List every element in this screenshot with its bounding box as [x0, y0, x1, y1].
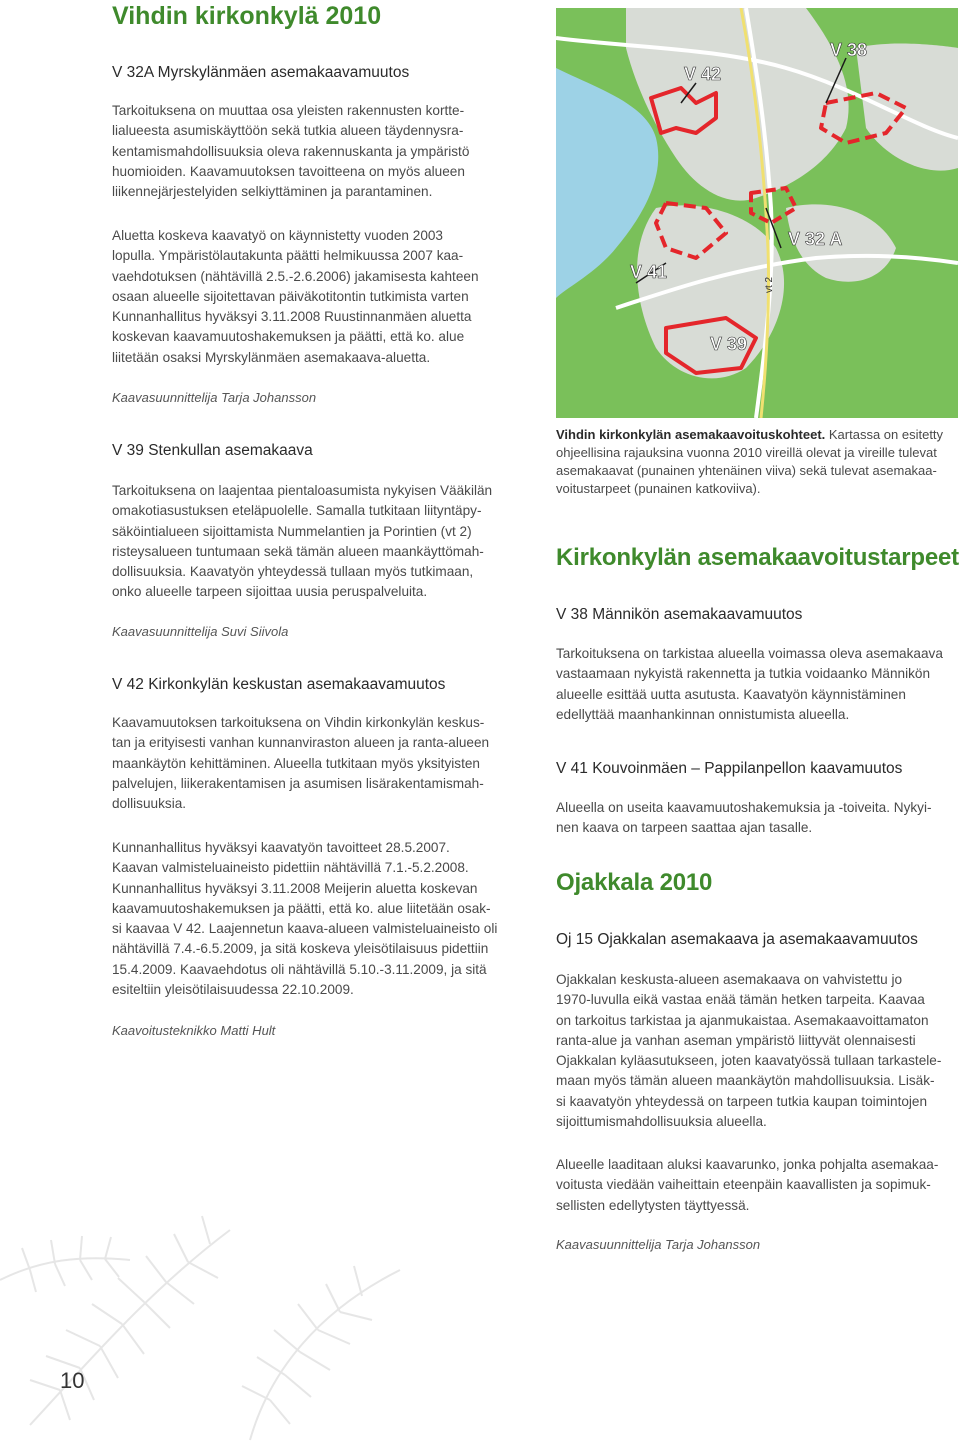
map-label-v41: V 41 — [630, 262, 668, 282]
map-label-v32a: V 32 A — [788, 229, 843, 249]
map-label-vt2: vt 2 — [764, 276, 775, 293]
v42-paragraph-2: Kunnanhallitus hyväksyi kaavatyön tavoitteet 28.5.2007. Kaavan valmisteluaineisto pidettiin nähtävillä 7.1.-5.2.2008. Kunnanhallitus hyväksyi 3.11.2008 Meijerin aluetta koskevan kaavamuutoshakemuksen ja päätti, että ko. alue liitetään osak- si kaavaa V 42. Laajennetun kaava-alueen valmisteluaineisto oli nähtävillä 7.4.-6.5.2009, ja sitä koskeva yleisötilaisuus pidettiin 15.4.2009. Kaavaehdotus oli nähtävillä 5.10.-3.11.2009, ja sitä esiteltiin yleisötilaisuudessa 22.10.2009. — [112, 840, 498, 998]
map-label-v42: V 42 — [684, 64, 722, 84]
section2-title: Kirkonkylän asemakaavoitustarpeet — [556, 544, 959, 571]
v38-heading: V 38 Männikön asemakaavamuutos — [556, 606, 803, 623]
page-title: Vihdin kirkonkylä 2010 — [112, 2, 382, 30]
v39-heading: V 39 Stenkullan asemakaava — [112, 442, 313, 459]
oj15-heading: Oj 15 Ojakkalan asemakaava ja asemakaavamuutos — [556, 931, 918, 948]
v32a-paragraph-2: Aluetta koskeva kaavatyö on käynnistetty vuoden 2003 lopulla. Ympäristölautakunta päätti helmikuussa 2007 kaa- vaehdotuksen (nähtävillä 2.5.-2.6.2006) jakamisesta kahteen osaan alueelle sijoitettavan päiväkotitontin tutkimista varten Kunnanhallitus hyväksyi 3.11.2008 Ruustinnanmäen aluetta koskevan kaavamuutoshakemuksen ja päätti, että ko. alue liitetään osaksi Myrskylänmäen asemakaava-aluetta. — [112, 228, 479, 365]
v39-author: Kaavasuunnittelija Suvi Siivola — [112, 624, 289, 639]
v42-heading: V 42 Kirkonkylän keskustan asemakaavamuutos — [112, 676, 446, 693]
map-label-v38: V 38 — [830, 40, 868, 60]
map-caption-bold: Vihdin kirkonkylän asemakaavoituskohteet. — [556, 427, 826, 442]
v41-paragraph: Alueella on useita kaavamuutoshakemuksia ja -toiveita. Nykyi- nen kaava on tarpeen saattaa ajan tasalle. — [556, 800, 932, 836]
oj15-paragraph-1: Ojakkalan keskusta-alueen asemakaava on vahvistettu jo 1970-luvulla eikä vastaa enää tämän hetken tarpeita. Kaavaa on tarkoitus tarkistaa ja ajanmukaistaa. Asemakaavoittamaton ranta-alue ja vanhan aseman ympäristö liittyvät olennaisesti Ojakkalan kyläasutukseen, joten kaavatyössä tullaan tarkastele- maan myös tämän alueen maankäytön mahdollisuuksia. Lisäk- si kaavatyön yhteydessä on tarpeen tutkia kaupan toimintojen sijoittumismahdollisuuksia alueella. — [556, 972, 942, 1130]
v32a-heading: V 32A Myrskylänmäen asemakaavamuutos — [112, 64, 410, 81]
v32a-paragraph-1: Tarkoituksena on muuttaa osa yleisten rakennusten kortte- lialueesta asumiskäyttöön sekä tutkia alueen täydennysra- kentamismahdollisuuksia oleva rakennuskanta ja ympäristö huomioiden. Kaavamuutoksen tavoitteena on myös alueen liikennejärjestelyiden selkiyttäminen ja parantaminen. — [112, 103, 470, 200]
v32a-author: Kaavasuunnittelija Tarja Johansson — [112, 390, 317, 405]
oj15-author: Kaavasuunnittelija Tarja Johansson — [556, 1237, 761, 1252]
v38-paragraph: Tarkoituksena on tarkistaa alueella voimassa oleva asemakaava vastaamaan nykyistä rakennetta ja tutkia voidaanko Männikön alueelle esittää uutta asutusta. Kaavatyön käynnistäminen edellyttää maanhankinnan onnistumista alueella. — [556, 646, 943, 722]
v41-heading: V 41 Kouvoinmäen – Pappilanpellon kaavamuutos — [556, 760, 903, 777]
v42-paragraph-1: Kaavamuutoksen tarkoituksena on Vihdin kirkonkylän keskus- tan ja erityisesti vanhan kunnanviraston alueen ja ranta-alueen maankäytön kehittäminen. Alueella tutkitaan myös yksityisten palvelujen, liikerakentamisen ja asumisen lisärakentamismah- dollisuuksia. — [112, 715, 490, 812]
zoning-map — [556, 8, 958, 418]
v42-author: Kaavoitusteknikko Matti Hult — [112, 1023, 276, 1038]
map-caption: Vihdin kirkonkylän asemakaavoituskohteet. Kartassa on esitetty ohjeellisina rajauksina vuonna 2010 vireillä olevat ja vireille tulevat asemakaavat (punainen yhtenäinen viiva) sekä tulevat asemakaa- voitustarpeet (punainen katkoviiva). — [556, 427, 944, 496]
page-number: 10 — [60, 1368, 85, 1393]
section3-title: Ojakkala 2010 — [556, 869, 713, 896]
map-label-v39: V 39 — [710, 334, 748, 354]
oj15-paragraph-2: Alueelle laaditaan aluksi kaavarunko, jonka pohjalta asemakaa- voitusta viedään vaiheittain eteenpäin kaavallisten ja sopimuk- sellisten edellytysten täyttyessä. — [556, 1157, 939, 1213]
v39-paragraph: Tarkoituksena on laajentaa pientaloasumista nykyisen Vääkilän omakotiasustuksen eteläpuolelle. Samalla tutkitaan liityntäpy- säköintialueen sijoittamista Nummelantien ja Porintien (vt 2) risteysalueen tuntumaan sekä tämän alueen maankäyttömah- dollisuuksia. Kaavatyön yhteydessä tullaan myös tutkimaan, onko alueelle tarpeen sijoittaa uusia peruspalveluita. — [112, 483, 493, 600]
